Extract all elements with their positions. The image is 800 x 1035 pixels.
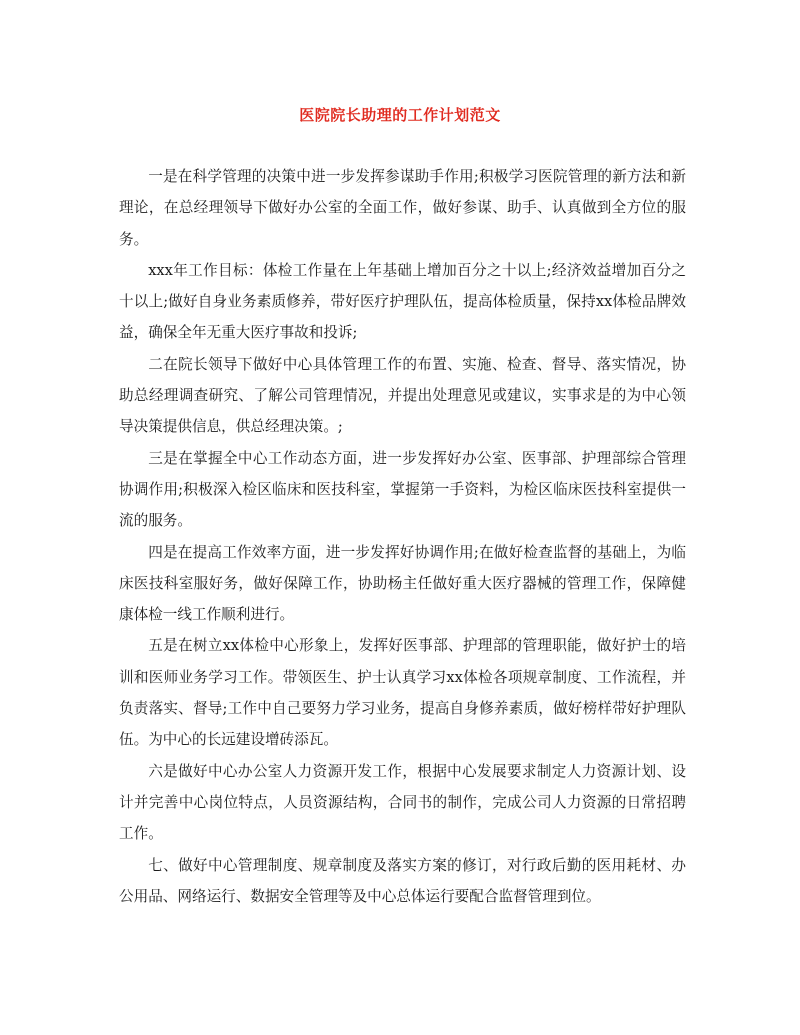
paragraph-2: xxx年工作目标：体检工作量在上年基础上增加百分之十以上;经济效益增加百分之十以上;做好自身业务素质修养，带好医疗护理队伍，提高体检质量，保持xx体检品牌效益，确保全年无重大医疗事故和投诉; [119,261,686,342]
paragraph-5: 四是在提高工作效率方面，进一步发挥好协调作用;在做好检查监督的基础上，为临床医技科室服好务，做好保障工作，协助杨主任做好重大医疗器械的管理工作，保障健康体检一线工作顺利进行。 [119,543,686,624]
paragraph-4: 三是在掌握全中心工作动态方面，进一步发挥好办公室、医事部、护理部综合管理协调作用;积极深入检区临床和医技科室，掌握第一手资料，为检区临床医技科室提供一流的服务。 [119,449,686,530]
paragraph-1: 一是在科学管理的决策中进一步发挥参谋助手作用;积极学习医院管理的新方法和新理论，在总经理领导下做好办公室的全面工作，做好参谋、助手、认真做到全方位的服务。 [119,168,686,248]
document-title: 医院院长助理的工作计划范文 [299,106,501,124]
document-body [119,161,686,912]
paragraph-8: 七、做好中心管理制度、规章制度及落实方案的修订，对行政后勤的医用耗材、办公用品、网络运行、数据安全管理等及中心总体运行要配合监督管理到位。 [119,856,686,905]
paragraph-7: 六是做好中心办公室人力资源开发工作，根据中心发展要求制定人力资源计划、设计并完善中心岗位特点，人员资源结构，合同书的制作，完成公司人力资源的日常招聘工作。 [119,762,686,843]
paragraph-6: 五是在树立xx体检中心形象上，发挥好医事部、护理部的管理职能，做好护士的培训和医师业务学习工作。带领医生、护士认真学习xx体检各项规章制度、工作流程，并负责落实、督导;工作中自己要努力学习业务，提高自身修养素质，做好榜样带好护理队伍。为中心的长远建设增砖添瓦。 [119,637,686,749]
paragraph-3: 二在院长领导下做好中心具体管理工作的布置、实施、检查、督导、落实情况，协助总经理调查研究、了解公司管理情况，并提出处理意见或建议，实事求是的为中心领导决策提供信息，供总经理决策。; [119,355,686,436]
